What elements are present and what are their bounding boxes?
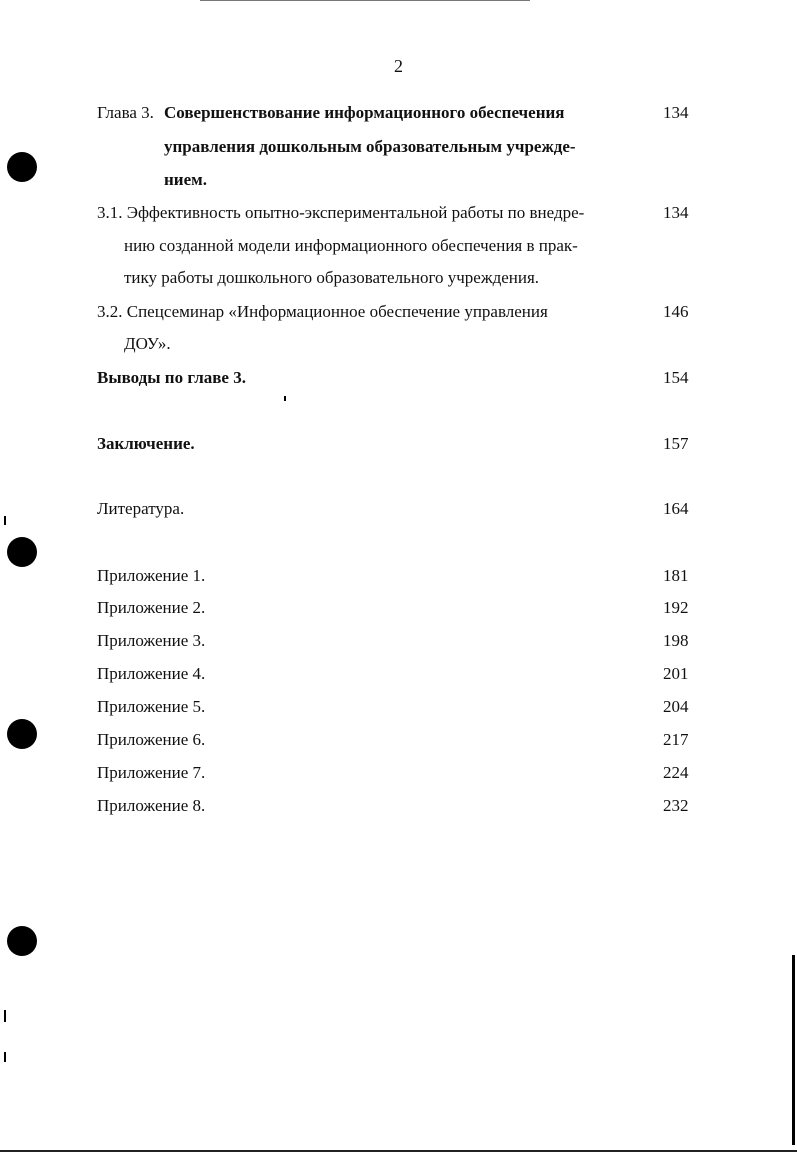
appendix-page: 181: [663, 566, 689, 585]
bottom-edge-line: [0, 1150, 797, 1152]
appendix-page: 198: [663, 631, 689, 650]
punch-hole-dot: [7, 152, 37, 182]
appendix-label: Приложение 7.: [97, 763, 206, 782]
appendix-label: Приложение 3.: [97, 631, 206, 650]
scan-speck: [284, 396, 286, 401]
appendix-page: 224: [663, 763, 689, 782]
appendix-page: 204: [663, 697, 689, 716]
chapter-3-page: 134: [663, 103, 689, 122]
conclusion-label: Заключение.: [97, 434, 195, 453]
punch-hole-dot: [7, 719, 37, 749]
edge-mark: [4, 1052, 6, 1062]
punch-hole-dot: [7, 926, 37, 956]
section-3-1-page: 134: [663, 203, 689, 222]
appendix-label: Приложение 5.: [97, 697, 206, 716]
appendix-page: 232: [663, 796, 689, 815]
appendix-page: 192: [663, 598, 689, 617]
conclusions-3-label: Выводы по главе 3.: [97, 368, 246, 387]
section-3-1-line-3: тику работы дошкольного образовательного учреждения.: [124, 268, 540, 287]
edge-mark: [4, 516, 6, 525]
chapter-3-title-line-1: Совершенствование информационного обеспечения: [164, 103, 565, 122]
appendix-label: Приложение 2.: [97, 598, 206, 617]
section-3-1-line-1: 3.1. Эффективность опытно-экспериментальной работы по внедре-: [97, 203, 585, 222]
section-3-2-page: 146: [663, 302, 689, 321]
literature-label: Литература.: [97, 499, 185, 518]
top-edge-line: [200, 0, 530, 1]
page-number: 2: [394, 56, 403, 76]
punch-hole-dot: [7, 537, 37, 567]
right-edge-line: [792, 955, 795, 1145]
appendix-label: Приложение 1.: [97, 566, 206, 585]
chapter-3-title-line-3: нием.: [164, 170, 207, 189]
section-3-2-line-1: 3.2. Спецсеминар «Информационное обеспечение управления: [97, 302, 548, 321]
section-3-1-line-2: нию созданной модели информационного обеспечения в прак-: [124, 236, 578, 255]
appendix-label: Приложение 8.: [97, 796, 206, 815]
appendix-label: Приложение 4.: [97, 664, 206, 683]
chapter-3-number: Глава 3.: [97, 103, 154, 122]
section-3-2-line-2: ДОУ».: [124, 334, 171, 353]
conclusions-3-page: 154: [663, 368, 689, 387]
appendix-page: 217: [663, 730, 689, 749]
edge-mark: [4, 1010, 6, 1022]
literature-page: 164: [663, 499, 689, 518]
appendix-label: Приложение 6.: [97, 730, 206, 749]
conclusion-page: 157: [663, 434, 689, 453]
chapter-3-title-line-2: управления дошкольным образовательным учрежде-: [164, 137, 576, 156]
appendix-page: 201: [663, 664, 689, 683]
